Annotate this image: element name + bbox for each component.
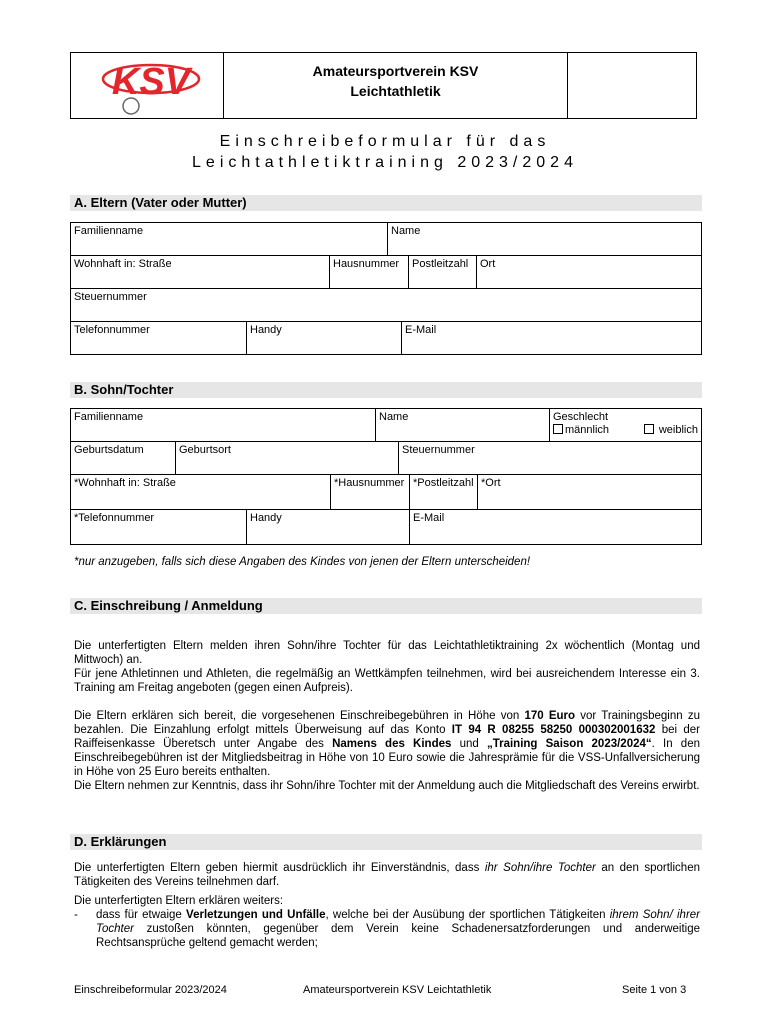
- logo-cell: [71, 53, 224, 118]
- field-label: Name: [391, 225, 421, 237]
- field-label: Familienname: [74, 411, 144, 423]
- section-b-heading: B. Sohn/Tochter: [70, 382, 702, 398]
- field-label: *Wohnhaft in: Straße: [74, 477, 176, 489]
- empty-header-cell: [567, 53, 696, 118]
- department-name: Leichtathletik: [350, 83, 441, 99]
- child-birthplace-field[interactable]: [175, 441, 399, 475]
- section-c-heading: C. Einschreibung / Anmeldung: [70, 598, 702, 614]
- male-option[interactable]: [553, 424, 609, 437]
- text-span: dass für etwaige: [96, 909, 187, 921]
- field-label: E-Mail: [405, 324, 437, 336]
- text-span: vor Trainingsbeginn zu bezahlen. Die Einzahlung erfolgt mittels Überweisung auf das Konto: [74, 710, 700, 736]
- text-span: bei der Raiffeisenkasse Überetsch unter Angabe des: [74, 724, 700, 750]
- payment-reference: „Training Saison 2023/2024“: [486, 738, 652, 750]
- field-label: Steuernummer: [402, 444, 475, 456]
- fee-amount: 170 Euro: [524, 710, 576, 722]
- text-span: zustoßen könnten, gegenüber dem Verein keine Schadenersatzforderungen und anderweitige Rechtsansprüche geltend gemacht werden;: [96, 923, 700, 949]
- child-tax-number-field[interactable]: [398, 441, 702, 475]
- parent-mobile-field[interactable]: [246, 321, 402, 355]
- field-label: Postleitzahl: [412, 258, 469, 270]
- parent-phone-field[interactable]: [70, 321, 247, 355]
- parent-familienname-field[interactable]: [70, 222, 388, 256]
- parent-city-field[interactable]: [476, 255, 702, 289]
- female-option[interactable]: [644, 424, 698, 437]
- membership-paragraph: Die Eltern nehmen zur Kenntnis, dass ihr Sohn/ihre Tochter mit der Anmeldung auch die Mitgliedschaft des Vereins erwirbt.: [74, 780, 700, 792]
- extra-training-paragraph: Für jene Athletinnen und Athleten, die regelmäßig an Wettkämpfen teilnehmen, wird bei ausreichendem Interesse ein 3. Training am Freitag angeboten (gegen einen Aufpreis).: [74, 668, 700, 694]
- text-span: Die unterfertigten Eltern geben hiermit ausdrücklich ihr Einverständnis, dass: [74, 862, 485, 874]
- field-label: Handy: [250, 512, 282, 524]
- parent-email-field[interactable]: [401, 321, 702, 355]
- org-name: Amateursportverein KSV: [312, 63, 479, 79]
- field-label: *Ort: [481, 477, 501, 489]
- child-postcode-field[interactable]: [409, 474, 478, 510]
- ksv-logo: [101, 56, 201, 116]
- gender-label: Geschlecht: [553, 411, 609, 423]
- footer-page-number: Seite 1 von 3: [622, 984, 687, 996]
- field-label: Name: [379, 411, 409, 423]
- iban: IT 94 R 08255 58250 000302001632: [451, 724, 656, 736]
- section-c-text: [74, 639, 700, 793]
- child-phone-field[interactable]: [70, 509, 247, 545]
- form-title-line1: Einschreibeformular für das: [219, 133, 551, 150]
- consent-paragraph: [74, 861, 700, 889]
- text-span: . In den Einschreibegebühren ist der Mitgliedsbeitrag in Höhe von 10 Euro sowie die Jahresprämie für die VSS-Unfallversicherung in Höhe von 25 Euro bereits enthalten.: [74, 738, 700, 778]
- field-label: *Telefonnummer: [74, 512, 155, 524]
- text-span: Die Eltern erklären sich bereit, die vorgesehenen Einschreibegebühren in Höhe von: [74, 710, 525, 722]
- field-label: Ort: [480, 258, 496, 270]
- injury-emphasis: Verletzungen und Unfälle: [186, 909, 326, 921]
- child-street-field[interactable]: [70, 474, 331, 510]
- child-house-number-field[interactable]: [330, 474, 410, 510]
- section-d-heading: D. Erklärungen: [70, 834, 702, 850]
- text-span: , welche bei der Ausübung der sportlichen Tätigkeiten: [325, 909, 610, 921]
- child-name-field[interactable]: [375, 408, 550, 442]
- female-label: weiblich: [658, 424, 698, 436]
- logo-text: KSV: [111, 61, 191, 103]
- child-city-field[interactable]: [477, 474, 702, 510]
- declaration-intro: Die unterfertigten Eltern erklären weiters:: [74, 895, 284, 907]
- child-gender-field: [549, 408, 702, 442]
- parent-house-number-field[interactable]: [329, 255, 409, 289]
- parent-street-field[interactable]: [70, 255, 330, 289]
- registration-paragraph: Die unterfertigten Eltern melden ihren Sohn/ihre Tochter für das Leichtathletiktraining 2x wöchentlich (Montag und Mittwoch) an.: [74, 640, 700, 666]
- declaration-item: [74, 908, 700, 950]
- footer-center: Amateursportverein KSV Leichtathletik: [303, 984, 492, 996]
- field-label: E-Mail: [413, 512, 445, 524]
- child-emphasis: ihr Sohn/ihre Tochter: [484, 862, 596, 874]
- text-span: an den sportlichen Tätigkeiten des Vereins teilnehmen darf.: [74, 862, 700, 888]
- child-email-field[interactable]: [409, 509, 702, 545]
- child-emphasis: ihrem Sohn/ ihrer Tochter: [96, 909, 701, 935]
- field-label: Hausnummer: [333, 258, 400, 270]
- child-familienname-field[interactable]: [70, 408, 376, 442]
- male-checkbox[interactable]: [553, 424, 563, 434]
- parent-tax-number-field[interactable]: [70, 288, 702, 322]
- footer-left: Einschreibeformular 2023/2024: [74, 984, 227, 996]
- child-birthdate-field[interactable]: [70, 441, 176, 475]
- field-label: Telefonnummer: [74, 324, 150, 336]
- field-label: Wohnhaft in: Straße: [74, 258, 172, 270]
- fee-paragraph: [74, 709, 700, 779]
- field-label: Geburtsort: [179, 444, 231, 456]
- field-label: Steuernummer: [74, 291, 147, 303]
- male-label: männlich: [565, 424, 610, 436]
- section-d-text: [74, 861, 700, 950]
- field-label: *Postleitzahl: [413, 477, 474, 489]
- form-title-line2: Leichtathletiktraining 2023/2024: [192, 154, 578, 171]
- bullet-dash: -: [74, 909, 78, 921]
- child-address-note: *nur anzugeben, falls sich diese Angaben des Kindes von jenen der Eltern unterscheiden!: [74, 556, 531, 568]
- header-table: [70, 52, 697, 119]
- parent-postcode-field[interactable]: [408, 255, 477, 289]
- section-a-heading: A. Eltern (Vater oder Mutter): [70, 195, 702, 211]
- child-name-emphasis: Namens des Kindes: [332, 738, 452, 750]
- field-label: Familienname: [74, 225, 144, 237]
- org-header: [223, 61, 568, 101]
- field-label: Geburtsdatum: [74, 444, 144, 456]
- parent-name-field[interactable]: [387, 222, 702, 256]
- field-label: Handy: [250, 324, 282, 336]
- female-checkbox[interactable]: [644, 424, 654, 434]
- text-span: und: [451, 738, 487, 750]
- child-mobile-field[interactable]: [246, 509, 410, 545]
- field-label: *Hausnummer: [334, 477, 405, 489]
